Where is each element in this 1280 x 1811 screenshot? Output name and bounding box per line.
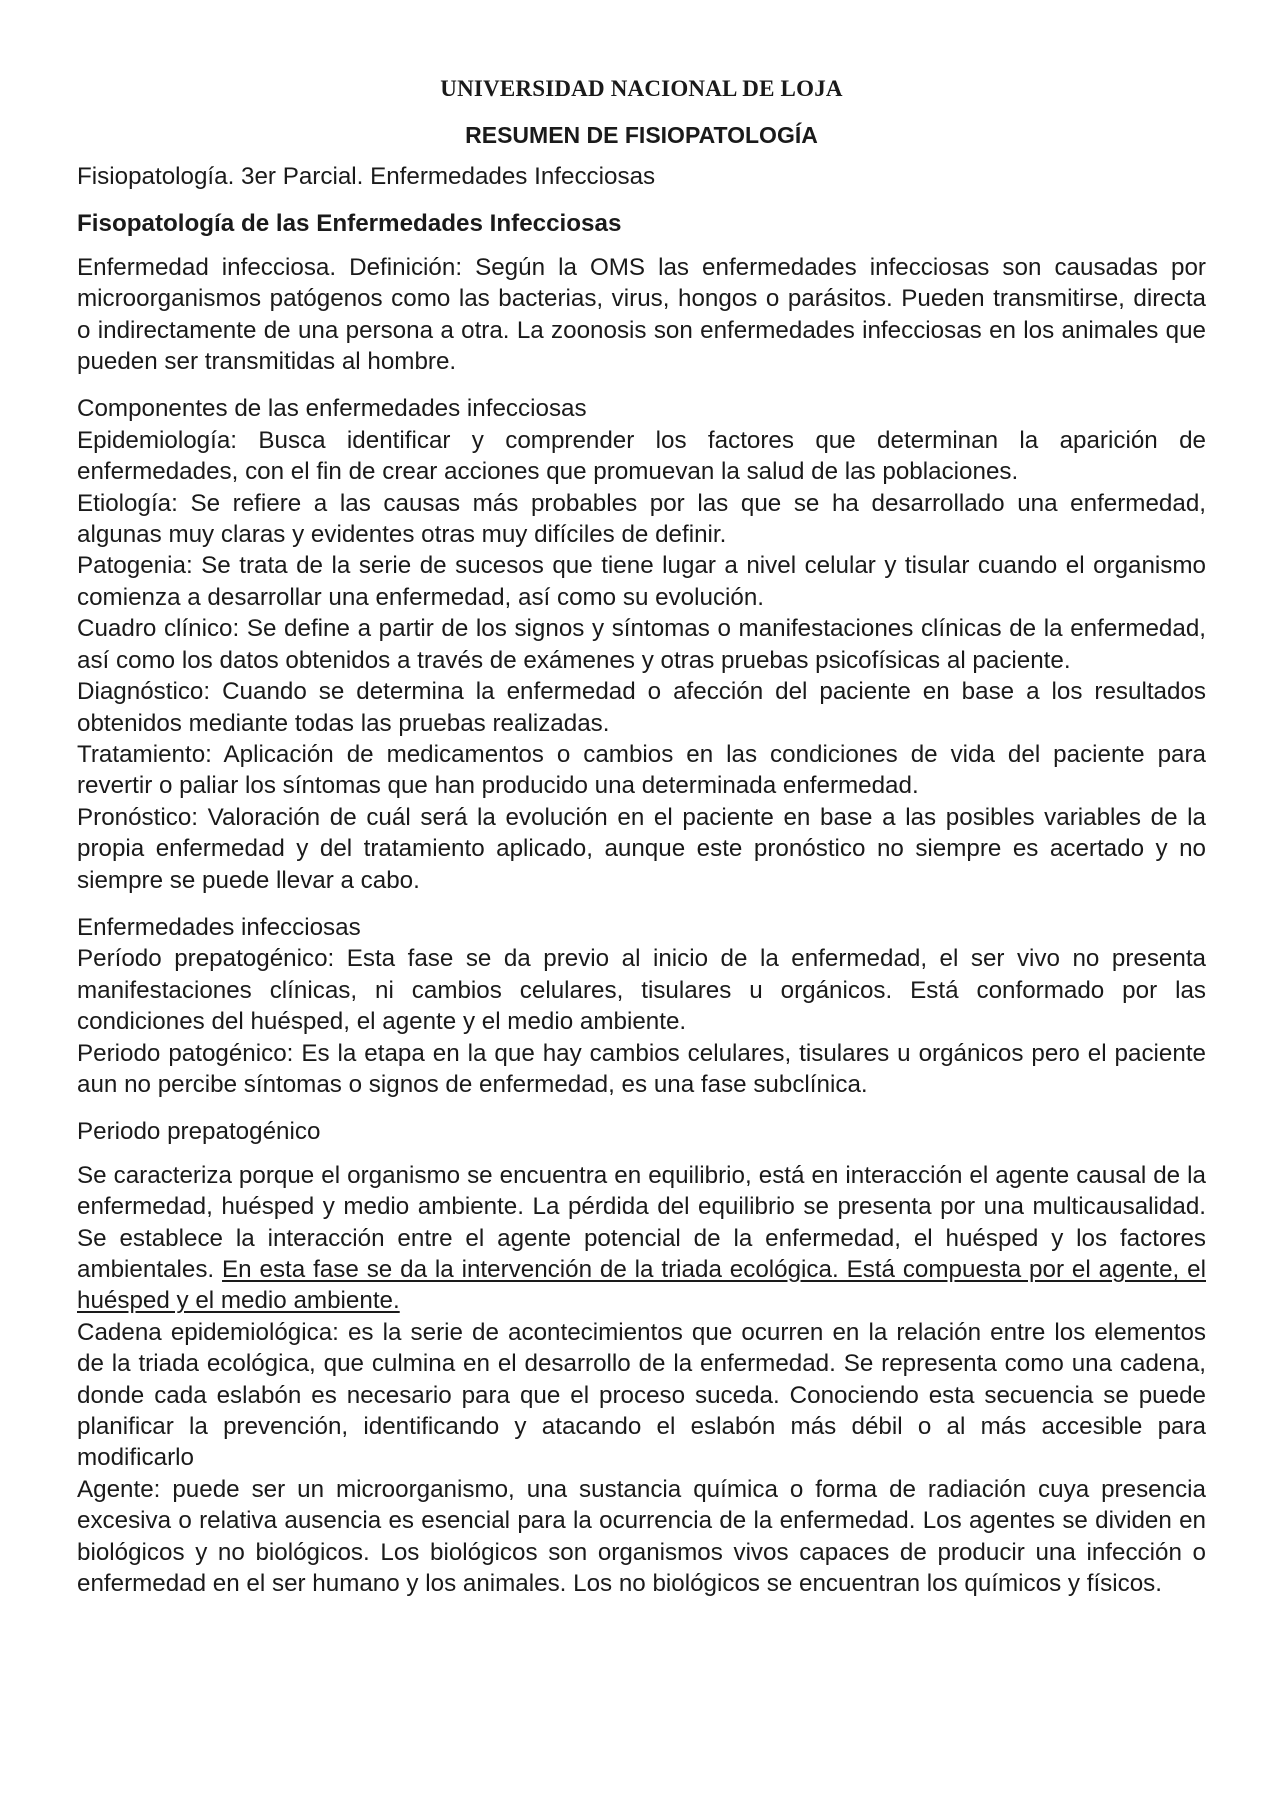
component-tratamiento: Tratamiento: Aplicación de medicamentos o cambios en las condiciones de vida del paciente para revertir o paliar los síntomas que han producido una determinada enfermedad. <box>77 740 1206 800</box>
document-title: RESUMEN DE FISIOPATOLOGÍA <box>465 122 818 148</box>
component-cuadro-clinico: Cuadro clínico: Se define a partir de los signos y síntomas o manifestaciones clínicas de la enfermedad, así como los datos obtenidos a través de exámenes y otras pruebas psicofísicas al paciente. <box>77 615 1206 674</box>
agent-paragraph: Agente: puede ser un microorganismo, una sustancia química o forma de radiación cuya presencia excesiva o relativa ausencia es esencial para la ocurrencia de la enfermedad. Los agentes se dividen en biológicos y no biológicos. Los biológicos son organismos vivos capaces de producir una infección o enfermedad en el ser humano y los animales. Los no biológicos se encuentran los químicos y físicos. <box>77 1475 1206 1598</box>
component-diagnostico: Diagnóstico: Cuando se determina la enfermedad o afección del paciente en base a los resultados obtenidos mediante todas las pruebas realizadas. <box>77 678 1206 737</box>
section-title: Fisopatología de las Enfermedades Infecciosas <box>77 210 622 238</box>
component-etiologia: Etiología: Se refiere a las causas más probables por las que se ha desarrollado una enfermedad, algunas muy claras y evidentes otras muy difíciles de definir. <box>77 489 1206 549</box>
component-patogenia: Patogenia: Se trata de la serie de sucesos que tiene lugar a nivel celular y tisular cuando el organismo comienza a desarrollar una enfermedad, así como su evolución. <box>77 552 1206 611</box>
underlined-triad-text: En esta fase se da la intervención de la triada ecológica. Está compuesta por el agente, el huésped y el medio ambiente. <box>77 1256 1206 1315</box>
periodo-prepatogenico-item: Período prepatogénico: Esta fase se da previo al inicio de la enfermedad, el ser vivo no presenta manifestaciones clínicas, ni cambios celulares, tisulares u orgánicos. Está conformado por las condiciones del huésped, el agente y el medio ambiente. <box>77 945 1206 1036</box>
prepatogenic-text: Se caracteriza porque el organismo se encuentra en equilibrio, está en interacción el agente causal de la enfermedad, huésped y medio ambiente. La pérdida del equilibrio se presenta por una multicausalidad. Se establece la interacción entre el agente potencial de la enfermedad, el huésped y los factores ambientales. <box>77 1161 1206 1283</box>
components-heading: Componentes de las enfermedades infecciosas <box>77 395 587 423</box>
chain-paragraph: Cadena epidemiológica: es la serie de acontecimientos que ocurren en la relación entre los elementos de la triada ecológica, que culmina en el desarrollo de la enfermedad. Se representa como una cadena, donde cada eslabón es necesario para que el proceso suceda. Conociendo esta secuencia se puede planificar la prevención, identificando y atacando el eslabón más débil o al más accesible para modificarlo <box>77 1318 1206 1472</box>
subtitle: Fisiopatología. 3er Parcial. Enfermedades Infecciosas <box>77 163 656 190</box>
component-pronostico: Pronóstico: Valoración de cuál será la evolución en el paciente en base a las posibles variables de la propia enfermedad y del tratamiento aplicado, aunque este pronóstico no siempre es acertado y no siempre se puede llevar a cabo. <box>77 803 1206 894</box>
periodo-patogenico-item: Periodo patogénico: Es la etapa en la que hay cambios celulares, tisulares u orgánicos pero el paciente aun no percibe síntomas o signos de enfermedad, es una fase subclínica. <box>77 1039 1206 1098</box>
prepatogenic-heading: Periodo prepatogénico <box>77 1118 321 1146</box>
definition-paragraph: Enfermedad infecciosa. Definición: Según la OMS las enfermedades infecciosas son causadas por microorganismos patógenos como las bacterias, virus, hongos o parásitos. Pueden transmitirse, directa o indirectamente de una persona a otra. La zoonosis son enfermedades infecciosas en los animales que pueden ser transmitidas al hombre. <box>77 253 1206 376</box>
component-epidemiologia: Epidemiología: Busca identificar y comprender los factores que determinan la aparición de enfermedades, con el fin de crear acciones que promuevan la salud de las poblaciones. <box>77 426 1206 486</box>
prepatogenic-paragraph <box>77 1160 1206 1317</box>
university-header: UNIVERSIDAD NACIONAL DE LOJA <box>440 76 843 101</box>
diseases-heading: Enfermedades infecciosas <box>77 913 361 941</box>
